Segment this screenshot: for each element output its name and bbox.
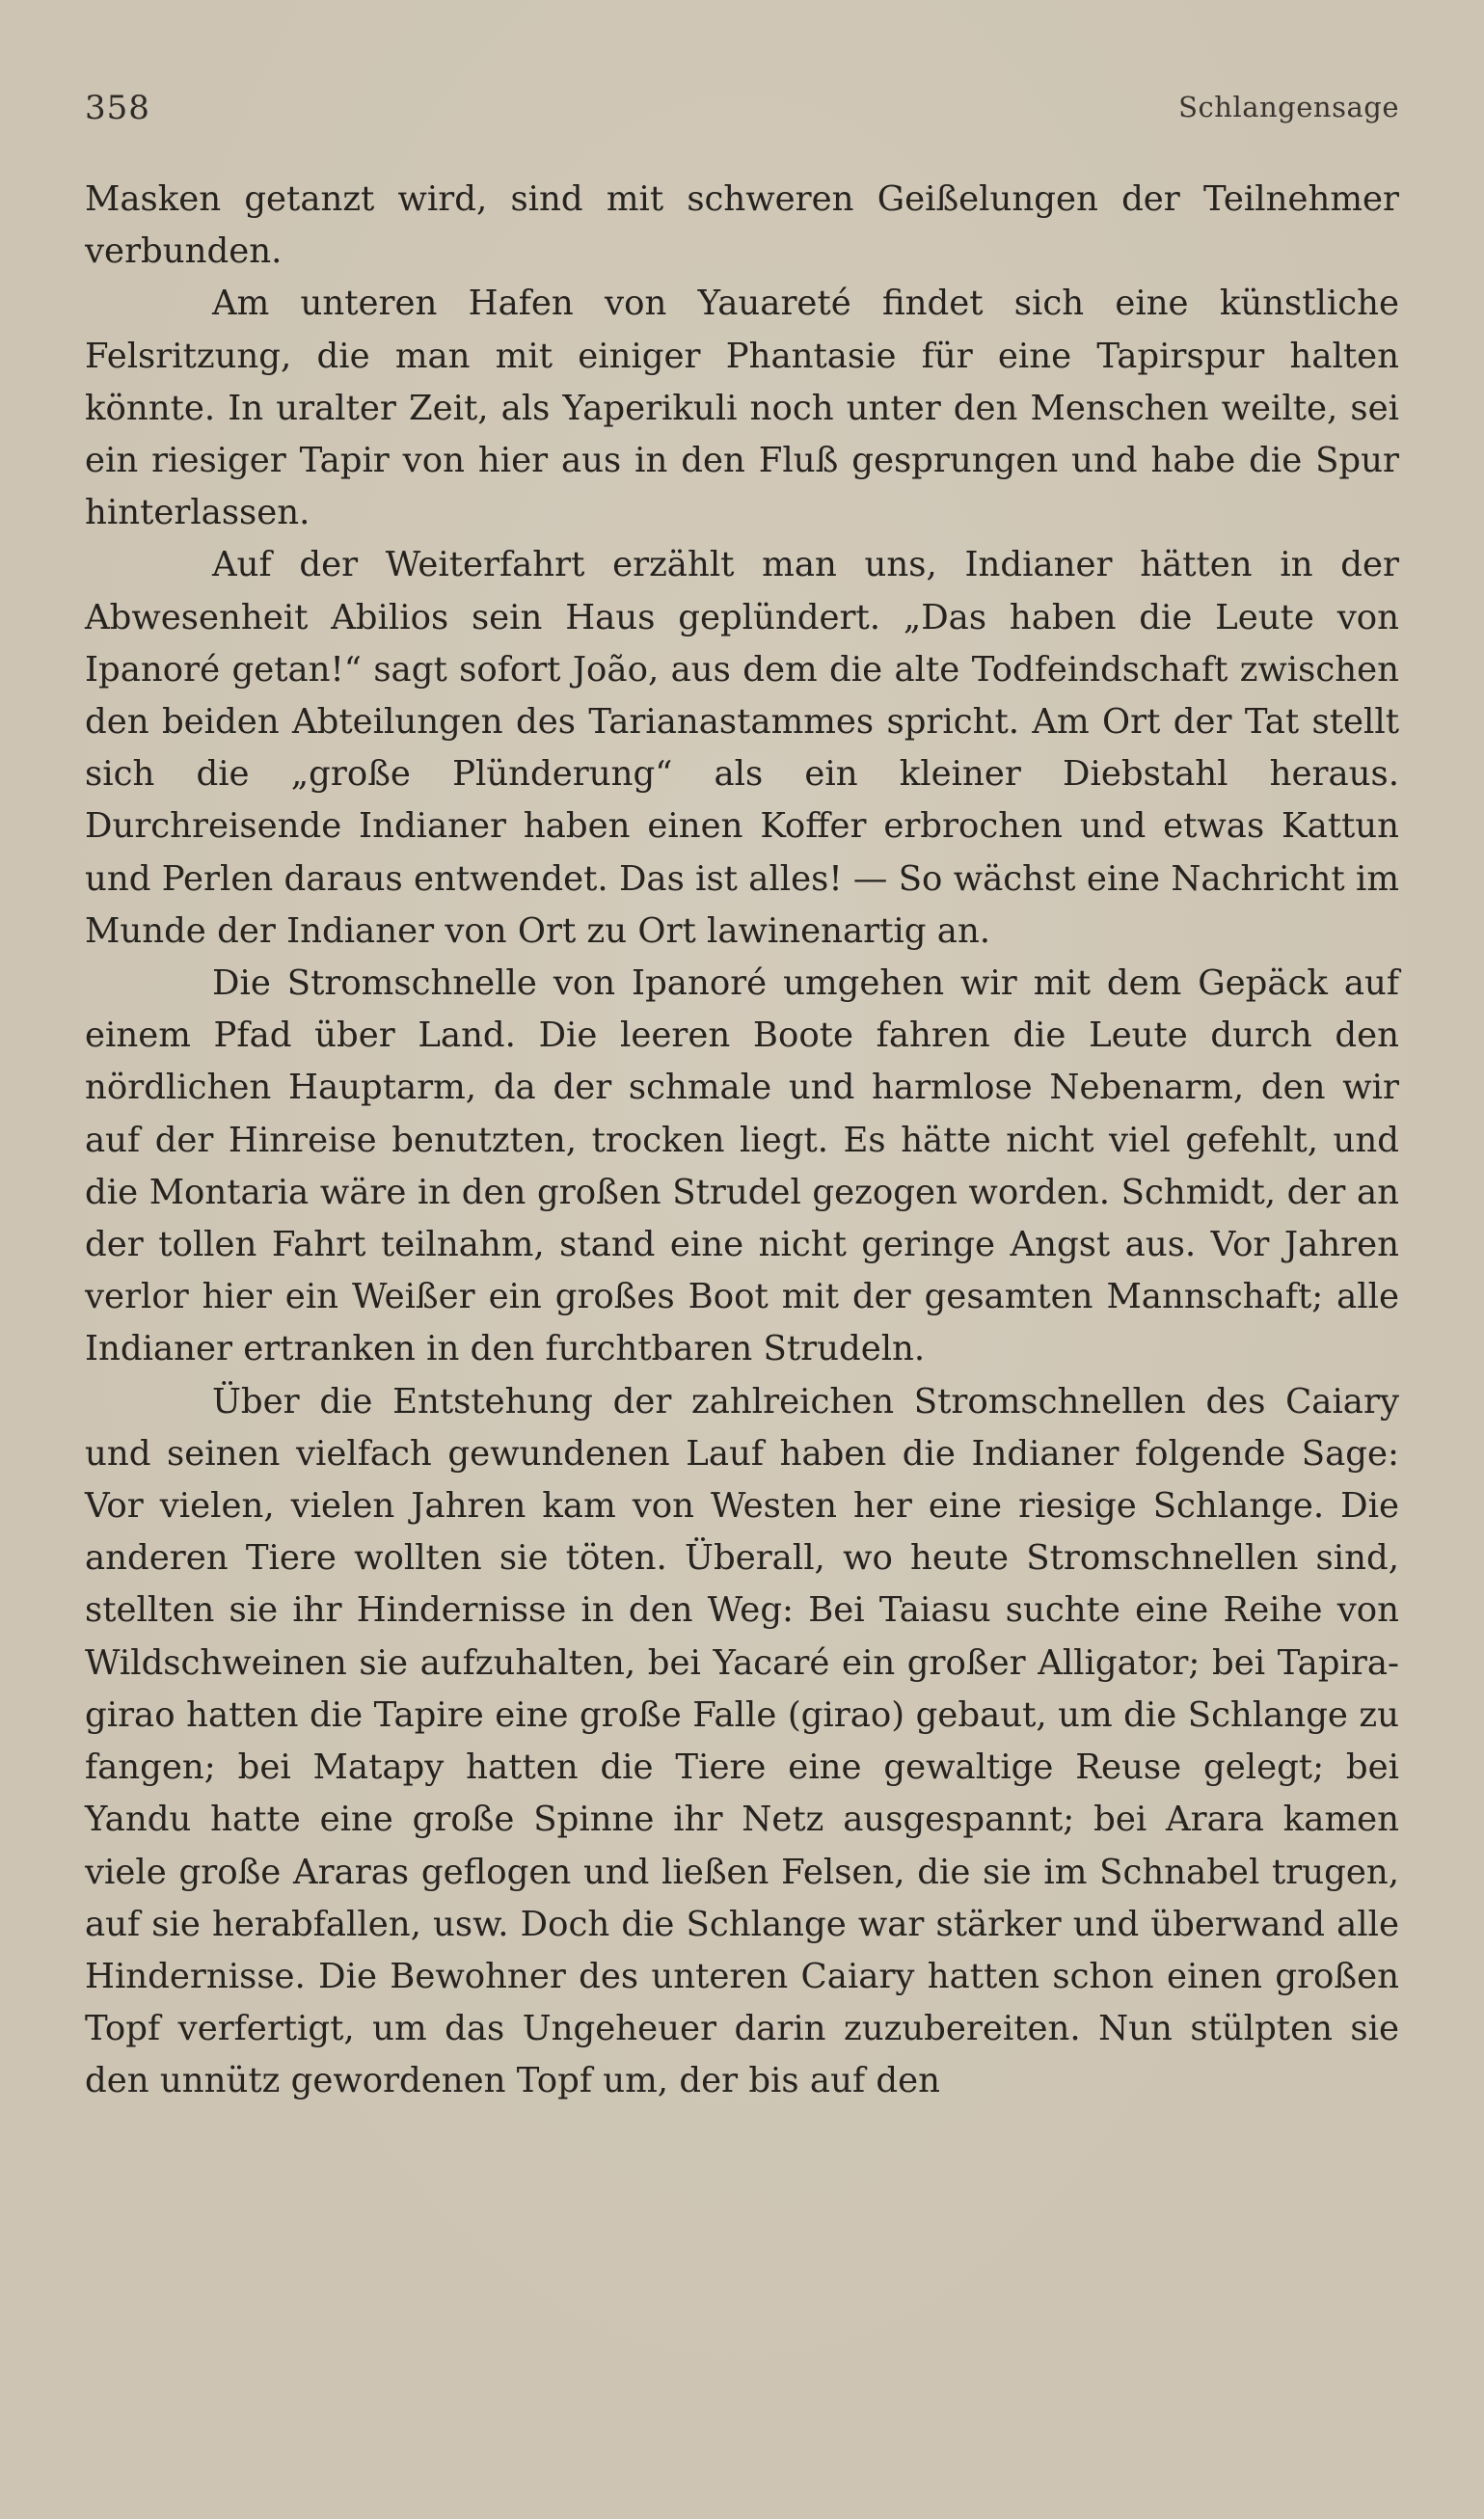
- paragraph-3: Auf der Weiterfahrt erzählt man uns, Indianer hätten in der Abwesenheit Abilios sein Haus geplündert. „Das haben die Leute von Ipanoré getan!“ sagt sofort João, aus dem die alte Todfeindschaft zwischen den beiden Abteilungen des Tarianastammes spricht. Am Ort der Tat stellt sich die „große Plünderung“ als ein kleiner Diebstahl heraus. Durchreisende Indianer haben einen Koffer erbrochen und etwas Kattun und Perlen daraus entwendet. Das ist alles! — So wächst eine Nachricht im Munde der Indianer von Ort zu Ort lawinenartig an.: [85, 545, 1399, 951]
- body-text: [85, 174, 1399, 2108]
- paragraph-4: Die Stromschnelle von Ipanoré umgehen wir mit dem Gepäck auf einem Pfad über Land. Die leeren Boote fahren die Leute durch den nördlichen Hauptarm, da der schmale und harmlose Nebenarm, den wir auf der Hinreise benutzten, trocken liegt. Es hätte nicht viel gefehlt, und die Montaria wäre in den großen Strudel gezogen worden. Schmidt, der an der tollen Fahrt teilnahm, stand eine nicht geringe Angst aus. Vor Jahren verlor hier ein Weißer ein großes Boot mit der gesamten Mannschaft; alle Indianer ertranken in den furchtbaren Strudeln.: [85, 963, 1399, 1369]
- paragraph-1: Masken getanzt wird, sind mit schweren Geißelungen der Teilnehmer verbunden.: [85, 179, 1399, 272]
- page-number: 358: [85, 89, 150, 127]
- paragraph-2: Am unteren Hafen von Yauareté findet sich eine künstliche Felsritzung, die man mit einiger Phantasie für eine Tapirspur halten könnte. In uralter Zeit, als Yaperikuli noch unter den Menschen weilte, sei ein riesiger Tapir von hier aus in den Fluß gesprungen und habe die Spur hinterlassen.: [85, 284, 1399, 533]
- page-header: [85, 89, 1399, 137]
- paragraph-5: Über die Entstehung der zahlreichen Stromschnellen des Caiary und seinen vielfach gewundenen Lauf haben die Indianer folgende Sage: Vor vielen, vielen Jahren kam von Westen her eine riesige Schlange. Die anderen Tiere wollten sie töten. Überall, wo heute Stromschnellen sind, stellten sie ihr Hindernisse in den Weg: Bei Taiasu suchte eine Reihe von Wildschweinen sie aufzuhalten, bei Yacaré ein großer Alligator; bei Tapira-girao hatten die Tapire eine große Falle (girao) gebaut, um die Schlange zu fangen; bei Matapy hatten die Tiere eine gewaltige Reuse gelegt; bei Yandu hatte eine große Spinne ihr Netz ausgespannt; bei Arara kamen viele große Araras geflogen und ließen Felsen, die sie im Schnabel trugen, auf sie herabfallen, usw. Doch die Schlange war stärker und überwand alle Hindernisse. Die Bewohner des unteren Caiary hatten schon einen großen Topf verfertigt, um das Ungeheuer darin zuzubereiten. Nun stülpten sie den unnütz gewordenen Topf um, der bis auf den: [85, 1381, 1399, 2101]
- running-head: Schlangensage: [1178, 91, 1399, 123]
